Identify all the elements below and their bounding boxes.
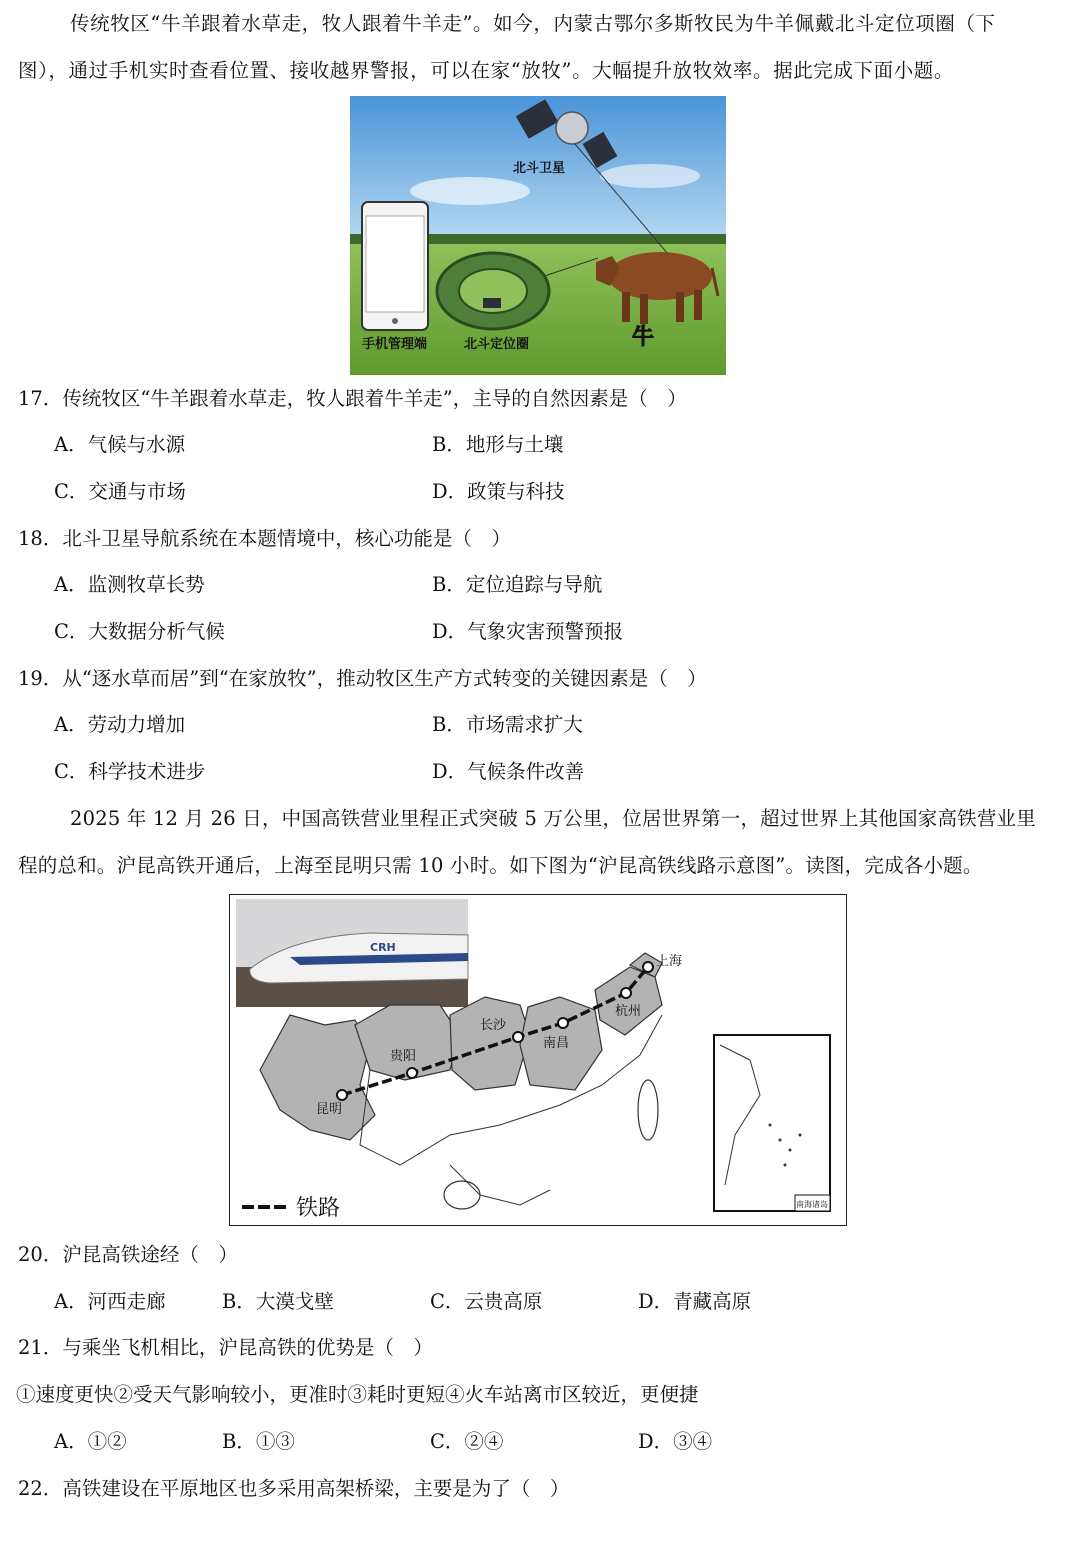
q21-option-a[interactable]: A．①②: [54, 1430, 127, 1453]
intro1-line1: 传统牧区“牛羊跟着水草走，牧人跟着牛羊走”。如今，内蒙古鄂尔多斯牧民为牛羊佩戴北斗定位项圈（下: [70, 12, 996, 35]
q17-option-c[interactable]: C．交通与市场: [54, 480, 186, 503]
city-dot-shanghai: [643, 962, 653, 972]
q21-option-d[interactable]: D．③④: [638, 1430, 713, 1453]
q17-option-a[interactable]: A．气候与水源: [54, 433, 186, 456]
hsr-route-map: [229, 894, 847, 1226]
cow-label: 牛: [632, 325, 655, 350]
train-text: CRH: [370, 941, 396, 954]
intro1-line2: 图），通过手机实时查看位置、接收越界警报，可以在家“放牧”。大幅提升放牧效率。据此完成下面小题。: [18, 59, 954, 82]
q18-option-c[interactable]: C．大数据分析气候: [54, 620, 225, 643]
city-label-guiyang: 贵阳: [390, 1049, 417, 1064]
q17-stem: 17．传统牧区“牛羊跟着水草走，牧人跟着牛羊走”，主导的自然因素是（ ）: [18, 387, 687, 410]
q18-option-a[interactable]: A．监测牧草长势: [54, 573, 205, 596]
train-photo: [236, 899, 468, 1007]
city-label-hangzhou: 杭州: [615, 1004, 642, 1019]
q19-option-d[interactable]: D．气候条件改善: [432, 760, 585, 783]
phone-label: 手机管理端: [362, 337, 428, 352]
city-dot-guiyang: [407, 1068, 417, 1078]
q21-option-b[interactable]: B．①③: [222, 1430, 295, 1453]
city-label-shanghai: 上海: [656, 954, 683, 969]
collar-label: 北斗定位圈: [464, 337, 530, 352]
city-label-nanchang: 南昌: [543, 1036, 570, 1051]
q21-statements: ①速度更快②受天气影响较小，更准时③耗时更短④火车站离市区较近，更便捷: [16, 1383, 699, 1406]
satellite-label: 北斗卫星: [513, 161, 566, 176]
city-label-changsha: 长沙: [480, 1018, 507, 1033]
q19-option-a[interactable]: A．劳动力增加: [54, 713, 186, 736]
intro2-line1: 2025 年 12 月 26 日，中国高铁营业里程正式突破 5 万公里，位居世界第一，超过世界上其他国家高铁营业里: [70, 807, 1036, 830]
city-label-kunming: 昆明: [316, 1102, 343, 1117]
q18-option-b[interactable]: B．定位追踪与导航: [432, 573, 603, 596]
q20-option-d[interactable]: D．青藏高原: [638, 1290, 752, 1313]
intro2-line2: 程的总和。沪昆高铁开通后，上海至昆明只需 10 小时。如下图为“沪昆高铁线路示意图”。读图，完成各小题。: [18, 854, 983, 877]
city-dot-nanchang: [558, 1018, 568, 1028]
phone-icon: [362, 202, 428, 330]
city-dot-kunming: [337, 1090, 347, 1100]
map-legend: [242, 1196, 340, 1221]
q21-option-c[interactable]: C．②④: [430, 1430, 504, 1453]
q19-option-b[interactable]: B．市场需求扩大: [432, 713, 583, 736]
inset-label: 南海诸岛: [796, 1200, 828, 1209]
q22-stem: 22．高铁建设在平原地区也多采用高架桥梁，主要是为了（ ）: [18, 1477, 570, 1500]
south-china-sea-inset: [714, 1035, 830, 1211]
beidou-cow-figure: [350, 96, 726, 375]
city-dot-changsha: [513, 1032, 523, 1042]
q19-stem: 19．从“逐水草而居”到“在家放牧”，推动牧区生产方式转变的关键因素是（ ）: [18, 667, 707, 690]
q20-option-b[interactable]: B．大漠戈壁: [222, 1290, 334, 1313]
q18-stem: 18．北斗卫星导航系统在本题情境中，核心功能是（ ）: [18, 527, 511, 550]
q20-option-c[interactable]: C．云贵高原: [430, 1290, 543, 1313]
q18-option-d[interactable]: D．气象灾害预警预报: [432, 620, 624, 643]
collar-icon: [437, 253, 549, 329]
q21-stem: 21．与乘坐飞机相比，沪昆高铁的优势是（ ）: [18, 1336, 433, 1359]
q17-option-b[interactable]: B．地形与土壤: [432, 433, 564, 456]
legend-label: 铁路: [296, 1196, 341, 1221]
city-dot-hangzhou: [621, 988, 631, 998]
q17-option-d[interactable]: D．政策与科技: [432, 480, 565, 503]
q19-option-c[interactable]: C．科学技术进步: [54, 760, 206, 783]
q20-stem: 20．沪昆高铁途经（ ）: [18, 1243, 238, 1266]
q20-option-a[interactable]: A．河西走廊: [54, 1290, 166, 1313]
